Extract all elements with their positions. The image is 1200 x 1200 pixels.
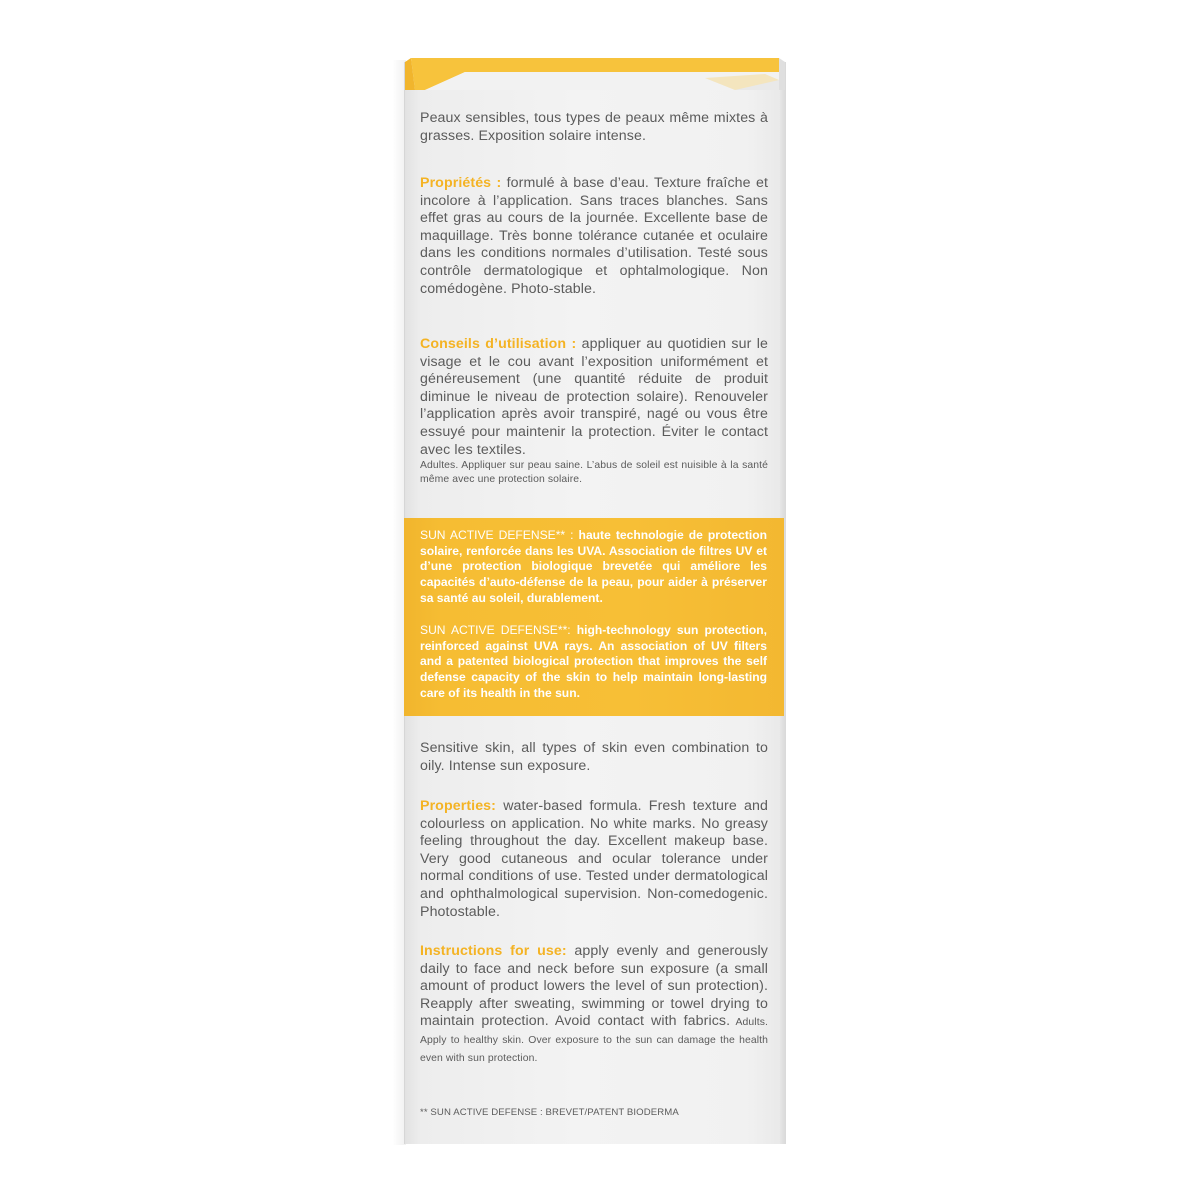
band-en-label: SUN ACTIVE DEFENSE**:: [420, 623, 571, 637]
en-usage-warning: Adults. Apply to healthy skin. Over exposure to the sun can damage the health even with sun protection.: [420, 1017, 768, 1064]
band-en-paragraph: [420, 623, 767, 702]
fr-usage-warning: Adultes. Appliquer sur peau saine. L’abus de soleil est nuisible à la santé même avec une protection solaire.: [420, 460, 768, 485]
fr-usage-heading: Conseils d’utilisation :: [420, 336, 577, 352]
en-properties-text: water-based formula. Fresh texture and colourless on application. No white marks. No greasy feeling throughout the day. Excellent makeup base. Very good cutaneous and ocular tolerance under normal conditions of use. Tested under dermatological and ophthalmological supervision. Non-comedogenic. Photostable.: [420, 798, 768, 920]
fr-intro: Peaux sensibles, tous types de peaux même mixtes à grasses. Exposition solaire intense.: [420, 110, 768, 144]
box-top-flap: [405, 50, 785, 90]
fr-usage: [420, 336, 768, 486]
fr-properties: [420, 175, 768, 298]
en-usage-heading: Instructions for use:: [420, 943, 567, 959]
en-properties: [420, 798, 768, 921]
en-usage-text: apply evenly and generously daily to face and neck before sun exposure (a small amount of product lowers the level of sun protection). Reapply after sweating, swimming or towel drying to maintain protection. Avoid contact with fabrics.: [420, 943, 768, 1030]
fr-properties-text: formulé à base d’eau. Texture fraîche et incolore à l’application. Sans traces blanches. Sans effet gras au cours de la journée. Excellente base de maquillage. Très bonne tolérance cutanée et oculaire dans les conditions normales d’utilisation. Testé sous contrôle dermatologique et ophtalmologique. Non comédogène. Photo-stable.: [420, 175, 768, 297]
en-usage: [420, 943, 768, 1066]
en-properties-heading: Properties:: [420, 798, 496, 814]
fr-properties-heading: Propriétés :: [420, 175, 502, 191]
en-intro: Sensitive skin, all types of skin even combination to oily. Intense sun exposure.: [420, 740, 768, 774]
band-fr-paragraph: [420, 528, 767, 607]
band-fr-label: SUN ACTIVE DEFENSE** :: [420, 528, 574, 542]
patent-footnote: ** SUN ACTIVE DEFENSE : BREVET/PATENT BIODERMA: [420, 1107, 679, 1118]
band-en-text: high-technology sun protection, reinforced against UVA rays. An association of UV filters and a patented biological protection that improves the self defense capacity of the skin to help maintain long-lasting care of its health in the sun.: [420, 623, 767, 700]
band-fr-text: haute technologie de protection solaire, renforcée dans les UVA. Association de filtres UV et d’une protection biologique brevetée qui améliore les capacités d’auto-défense de la peau, pour aider à préserver sa santé au soleil, durablement.: [420, 528, 767, 605]
fr-usage-text: appliquer au quotidien sur le visage et le cou avant l’exposition uniformément et généreusement (une quantité réduite de produit diminue le niveau de protection solaire). Renouveler l’application après avoir transpiré, nagé ou vous être essuyé pour maintenir la protection. Éviter le contact avec les textiles.: [420, 336, 769, 458]
